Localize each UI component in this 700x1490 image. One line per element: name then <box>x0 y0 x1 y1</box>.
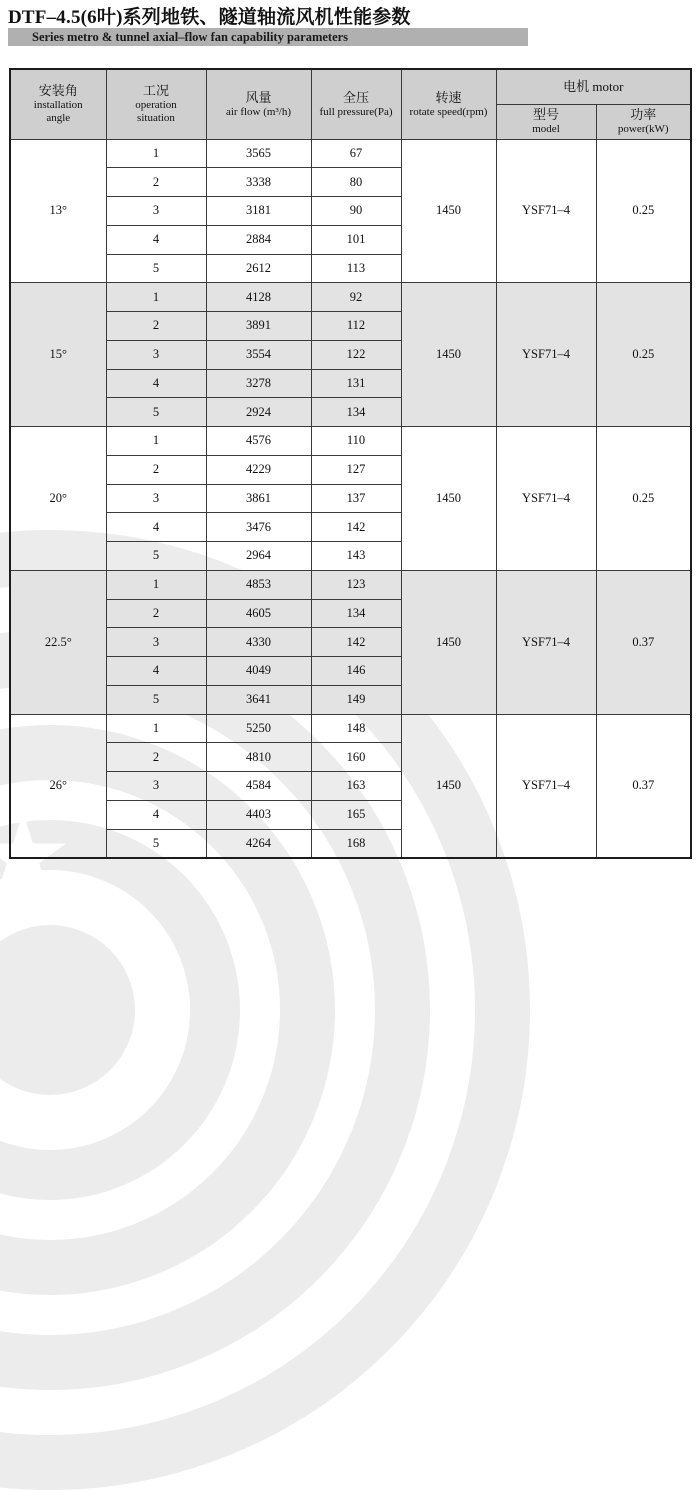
flow-cell: 3565 <box>206 139 311 168</box>
speed-cell: 1450 <box>401 570 496 714</box>
flow-cell: 4810 <box>206 743 311 772</box>
situation-cell: 5 <box>106 398 206 427</box>
situation-cell: 2 <box>106 743 206 772</box>
speed-cell: 1450 <box>401 139 496 283</box>
model-cell: YSF71–4 <box>496 139 596 283</box>
subtitle-bar <box>8 28 528 46</box>
flow-cell: 4853 <box>206 570 311 599</box>
situation-cell: 4 <box>106 225 206 254</box>
speed-cell: 1450 <box>401 427 496 571</box>
power-cell: 0.25 <box>596 283 691 427</box>
pressure-cell: 137 <box>311 484 401 513</box>
power-cell: 0.25 <box>596 139 691 283</box>
header-air-flow: 风量 air flow (m³/h) <box>206 69 311 139</box>
header-installation-angle: 安装角 installation angle <box>10 69 106 139</box>
table-row <box>10 139 691 168</box>
power-cell: 0.37 <box>596 714 691 858</box>
pressure-cell: 113 <box>311 254 401 283</box>
page-subtitle: Series metro & tunnel axial–flow fan capability parameters <box>32 29 349 44</box>
flow-cell: 4128 <box>206 283 311 312</box>
angle-group-26 <box>10 714 691 858</box>
pressure-cell: 142 <box>311 628 401 657</box>
pressure-cell: 134 <box>311 599 401 628</box>
flow-cell: 2924 <box>206 398 311 427</box>
pressure-cell: 122 <box>311 340 401 369</box>
pressure-cell: 168 <box>311 829 401 858</box>
speed-cell: 1450 <box>401 283 496 427</box>
situation-cell: 1 <box>106 139 206 168</box>
flow-cell: 3181 <box>206 197 311 226</box>
speed-cell: 1450 <box>401 714 496 858</box>
model-cell: YSF71–4 <box>496 714 596 858</box>
pressure-cell: 112 <box>311 312 401 341</box>
pressure-cell: 142 <box>311 513 401 542</box>
model-cell: YSF71–4 <box>496 427 596 571</box>
table-row <box>10 427 691 456</box>
pressure-cell: 149 <box>311 685 401 714</box>
flow-cell: 3338 <box>206 168 311 197</box>
model-cell: YSF71–4 <box>496 283 596 427</box>
pressure-cell: 134 <box>311 398 401 427</box>
header-rotate-speed: 转速 rotate speed(rpm) <box>401 69 496 139</box>
situation-cell: 2 <box>106 312 206 341</box>
flow-cell: 3861 <box>206 484 311 513</box>
flow-cell: 3278 <box>206 369 311 398</box>
pressure-cell: 163 <box>311 772 401 801</box>
angle-group-22-5 <box>10 570 691 714</box>
flow-cell: 2884 <box>206 225 311 254</box>
header-motor-power: 功率 power(kW) <box>596 104 691 139</box>
angle-group-15 <box>10 283 691 427</box>
flow-cell: 4264 <box>206 829 311 858</box>
angle-group-20 <box>10 427 691 571</box>
pressure-cell: 92 <box>311 283 401 312</box>
situation-cell: 1 <box>106 570 206 599</box>
flow-cell: 2964 <box>206 542 311 571</box>
flow-cell: 2612 <box>206 254 311 283</box>
angle-cell: 22.5° <box>10 570 106 714</box>
situation-cell: 1 <box>106 427 206 456</box>
header-operation-situation: 工况 operation situation <box>106 69 206 139</box>
pressure-cell: 148 <box>311 714 401 743</box>
table-row <box>10 570 691 599</box>
pressure-cell: 67 <box>311 139 401 168</box>
pressure-cell: 90 <box>311 197 401 226</box>
power-cell: 0.37 <box>596 570 691 714</box>
table-row <box>10 714 691 743</box>
flow-cell: 4229 <box>206 455 311 484</box>
flow-cell: 3891 <box>206 312 311 341</box>
situation-cell: 2 <box>106 455 206 484</box>
pressure-cell: 127 <box>311 455 401 484</box>
flow-cell: 5250 <box>206 714 311 743</box>
situation-cell: 4 <box>106 513 206 542</box>
flow-cell: 3554 <box>206 340 311 369</box>
angle-cell: 13° <box>10 139 106 283</box>
flow-cell: 4576 <box>206 427 311 456</box>
situation-cell: 5 <box>106 829 206 858</box>
pressure-cell: 131 <box>311 369 401 398</box>
header-motor: 电机 motor <box>496 69 691 104</box>
pressure-cell: 80 <box>311 168 401 197</box>
flow-cell: 4330 <box>206 628 311 657</box>
table-header <box>10 69 691 139</box>
flow-cell: 4049 <box>206 657 311 686</box>
situation-cell: 5 <box>106 254 206 283</box>
situation-cell: 3 <box>106 340 206 369</box>
pressure-cell: 101 <box>311 225 401 254</box>
situation-cell: 1 <box>106 714 206 743</box>
situation-cell: 3 <box>106 484 206 513</box>
situation-cell: 5 <box>106 685 206 714</box>
pressure-cell: 143 <box>311 542 401 571</box>
pressure-cell: 110 <box>311 427 401 456</box>
flow-cell: 3641 <box>206 685 311 714</box>
situation-cell: 3 <box>106 197 206 226</box>
header-full-pressure: 全压 full pressure(Pa) <box>311 69 401 139</box>
pressure-cell: 165 <box>311 800 401 829</box>
situation-cell: 5 <box>106 542 206 571</box>
table-row <box>10 283 691 312</box>
flow-cell: 3476 <box>206 513 311 542</box>
power-cell: 0.25 <box>596 427 691 571</box>
situation-cell: 3 <box>106 628 206 657</box>
header-motor-model: 型号 model <box>496 104 596 139</box>
pressure-cell: 146 <box>311 657 401 686</box>
situation-cell: 2 <box>106 599 206 628</box>
flow-cell: 4584 <box>206 772 311 801</box>
situation-cell: 4 <box>106 800 206 829</box>
angle-group-13 <box>10 139 691 283</box>
angle-cell: 15° <box>10 283 106 427</box>
situation-cell: 1 <box>106 283 206 312</box>
pressure-cell: 160 <box>311 743 401 772</box>
flow-cell: 4605 <box>206 599 311 628</box>
situation-cell: 2 <box>106 168 206 197</box>
fan-parameters-table <box>9 68 692 859</box>
model-cell: YSF71–4 <box>496 570 596 714</box>
page-title: DTF–4.5(6叶)系列地铁、隧道轴流风机性能参数 <box>8 7 411 28</box>
situation-cell: 4 <box>106 369 206 398</box>
situation-cell: 3 <box>106 772 206 801</box>
angle-cell: 26° <box>10 714 106 858</box>
angle-cell: 20° <box>10 427 106 571</box>
flow-cell: 4403 <box>206 800 311 829</box>
pressure-cell: 123 <box>311 570 401 599</box>
situation-cell: 4 <box>106 657 206 686</box>
